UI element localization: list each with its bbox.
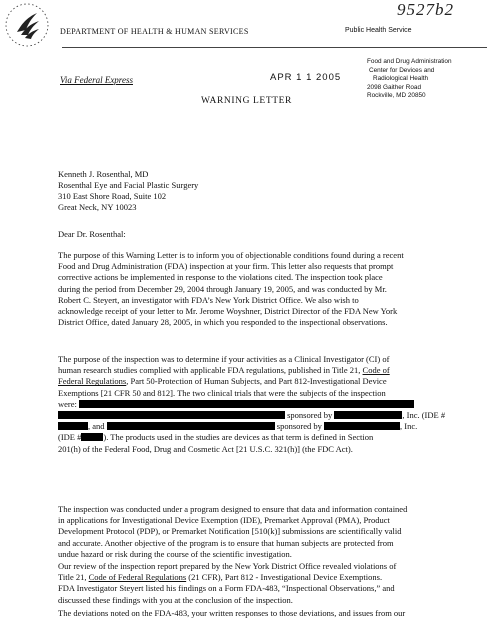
paragraph-line	[58, 399, 486, 410]
fda-address-line: Rockville, MD 20850	[367, 92, 426, 99]
paragraph-line: undue hazard or risk during the course of the scientific investigation.	[58, 548, 292, 559]
delivery-method: Via Federal Express	[60, 75, 133, 85]
paragraph-line	[58, 432, 486, 443]
line-text: , Inc.	[400, 421, 418, 432]
department-name: DEPARTMENT OF HEALTH & HUMAN SERVICES	[60, 27, 249, 36]
paragraph-purpose	[58, 250, 486, 328]
paragraph-line: The inspection was conducted under a program designed to ensure that data and information contained	[58, 504, 408, 514]
paragraph-line: acknowledge receipt of your letter to Mr. Jerome Woyshner, District Director of the FDA New York	[58, 306, 398, 317]
line-text: , Part 50-Protection of Human Subjects, and Part 812-Investigational Device	[126, 376, 387, 387]
paragraph-line	[58, 376, 486, 387]
paragraph-line: District Office, dated January 28, 2005, in which you responded to the inspectional observations.	[58, 317, 388, 328]
paragraph-line: Exemptions [21 CFR 50 and 812]. The two clinical trials that were the subjects of the inspection	[58, 387, 386, 398]
paragraph-line	[58, 421, 486, 432]
paragraph-line: 201(h) of the Federal Food, Drug and Cosmetic Act [21 U.S.C. 321(h)] (the FDC Act).	[58, 443, 353, 454]
redaction-bar	[334, 411, 402, 419]
redaction-bar	[324, 422, 400, 430]
fda-address-line: Food and Drug Administration	[367, 58, 452, 65]
paragraph-line	[58, 410, 486, 421]
paragraph-review	[58, 561, 486, 606]
redaction-bar	[79, 400, 414, 408]
line-text: , and	[88, 421, 105, 432]
paragraph-line: The purpose of the inspection was to determine if your activities as a Clinical Investigator (CI) of	[58, 354, 390, 364]
line-text: were:	[58, 398, 77, 409]
line-text: (IDE #	[58, 432, 82, 443]
paragraph-line: Development Protocol (PDP), or Premarket Notification [510(k)] submissions are scientifically valid	[58, 526, 402, 537]
paragraph-deviations	[58, 608, 486, 619]
paragraph-line: during the period from December 29, 2004 through January 19, 2005, and was conducted by Mr.	[58, 283, 387, 294]
paragraph-line: corrective actions be implemented in response to the violations cited. The inspection took place	[58, 272, 383, 283]
paragraph-line: The purpose of this Warning Letter is to inform you of objectionable conditions found during a recent	[58, 250, 404, 260]
fda-return-address	[367, 58, 452, 101]
salutation: Dear Dr. Rosenthal:	[58, 229, 126, 239]
fda-address-line: Radiological Health	[373, 75, 429, 82]
paragraph-line: Our review of the inspection report prepared by the New York District Office revealed violations of	[58, 561, 397, 571]
paragraph-line	[58, 572, 486, 583]
cfr-link-text: Federal Regulations	[58, 376, 127, 387]
letter-title: WARNING LETTER	[201, 96, 292, 106]
redaction-bar	[58, 422, 88, 430]
line-text: sponsored by	[287, 410, 333, 421]
paragraph-line: in applications for Investigational Device Exemption (IDE), Premarket Approval (PMA), Product	[58, 515, 390, 526]
paragraph-line: discussed these findings with you at the conclusion of the inspection.	[58, 594, 293, 605]
line-text: Title 21,	[58, 572, 87, 583]
letterhead-divider	[62, 47, 487, 48]
redaction-bar	[58, 411, 285, 419]
paragraph-line: Robert C. Steyert, an investigator with FDA’s New York District Office. We also wish to	[58, 294, 359, 305]
paragraph-line	[58, 365, 486, 376]
letter-date-stamp: APR 1 1 2005	[270, 72, 342, 83]
paragraph-program	[58, 504, 486, 560]
paragraph-line: and accurate. Another objective of the program is to ensure that human subjects are protected from	[58, 537, 394, 548]
recipient-line: Rosenthal Eye and Facial Plastic Surgery	[58, 180, 199, 190]
public-health-service: Public Health Service	[345, 27, 412, 34]
cfr-link-text: Code of Federal Regulations	[88, 572, 187, 583]
line-text: human research studies complied with applicable FDA regulations, published in Title 21,	[58, 365, 361, 376]
line-text: , Inc. (IDE #	[402, 410, 446, 421]
paragraph-line: The deviations noted on the FDA-483, your written responses to those deviations, and issues from our	[58, 608, 406, 618]
recipient-address	[58, 169, 198, 213]
redaction-bar	[81, 433, 103, 441]
hhs-eagle-logo	[4, 2, 50, 48]
line-text: (21 CFR), Part 812 - Investigational Device Exemptions.	[188, 572, 383, 583]
redaction-bar	[107, 422, 275, 430]
paragraph-inspection	[58, 354, 486, 455]
paragraph-line: FDA Investigator Steyert listed his findings on a Form FDA-483, “Inspectional Observations,” and	[58, 583, 395, 594]
recipient-line: Great Neck, NY 10023	[58, 202, 137, 212]
fda-address-line: Center for Devices and	[369, 66, 435, 74]
handwritten-document-number: 9527b2	[397, 0, 454, 19]
line-text: ). The products used in the studies are devices as that term is defined in Section	[103, 432, 374, 443]
recipient-line: 310 East Shore Road, Suite 102	[58, 191, 167, 201]
fda-address-line: 2098 Gaither Road	[367, 83, 422, 91]
line-text: sponsored by	[276, 421, 322, 432]
paragraph-line: Food and Drug Administration (FDA) inspection at your firm. This letter also requests that prompt	[58, 261, 394, 272]
cfr-link-text: Code of	[362, 365, 390, 376]
recipient-line: Kenneth J. Rosenthal, MD	[58, 169, 149, 179]
